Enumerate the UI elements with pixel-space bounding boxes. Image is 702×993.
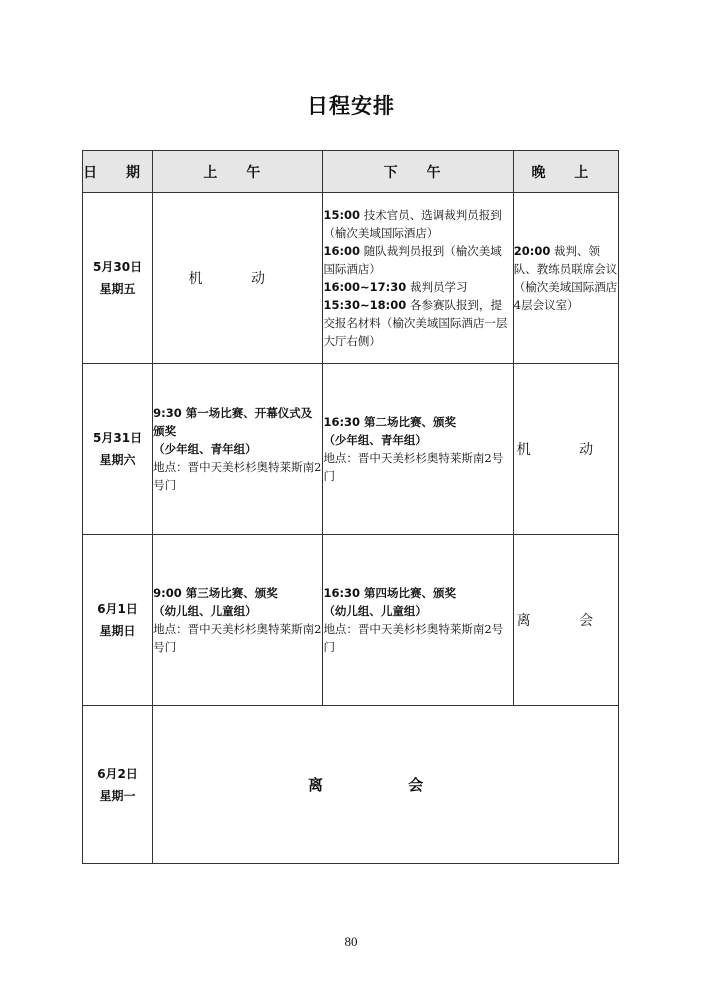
date-cell [83,706,153,864]
date-text: 6月1日 [97,602,138,616]
event-place: 地点：晋中天美杉杉奥特莱斯南2号门 [153,622,322,654]
event-place: 地点：晋中天美杉杉奥特莱斯南2号门 [153,460,322,492]
table-row [83,706,619,864]
am-cell [153,535,323,706]
header-pm: 下 午 [323,151,513,193]
eve-cell: 20:00 裁判、领队、教练员联席会议（榆次美域国际酒店4层会议室） [513,193,618,364]
event-group: （幼儿组、儿童组） [323,604,427,618]
am-cell: 机 动 [153,193,323,364]
event-title: 9:00 第三场比赛、颁奖 [153,586,278,600]
eve-cell: 机 动 [513,364,618,535]
pm-item: 16:00~17:30 裁判员学习 [323,280,468,294]
eve-cell: 离 会 [513,535,618,706]
date-cell [83,364,153,535]
pm-cell [323,193,513,364]
header-date: 日 期 [83,151,153,193]
pm-cell [323,364,513,535]
weekday-text: 星期一 [99,788,136,803]
event-group: （少年组、青年组） [153,442,257,456]
departure-cell: 离 会 [153,706,619,864]
header-eve: 晚 上 [513,151,618,193]
table-row [83,193,619,364]
table-row [83,364,619,535]
table-row [83,535,619,706]
event-group: （幼儿组、儿童组） [153,604,257,618]
event-title: 16:30 第二场比赛、颁奖 [323,415,457,429]
weekday-text: 星期日 [99,624,136,638]
date-text: 6月2日 [97,766,138,781]
page-number: 80 [344,934,358,949]
header-row [83,151,619,193]
schedule-table [82,150,619,864]
pm-item: 16:00 随队裁判员报到（榆次美域国际酒店） [323,244,502,276]
weekday-text: 星期六 [99,453,136,467]
event-place: 地点：晋中天美杉杉奥特莱斯南2号门 [323,622,504,654]
event-title: 9:30 第一场比赛、开幕仪式及颁奖 [153,406,313,438]
pm-cell [323,535,513,706]
event-group: （少年组、青年组） [323,433,427,447]
header-am: 上 午 [153,151,323,193]
date-text: 5月30日 [93,260,143,274]
weekday-text: 星期五 [99,282,136,296]
page-title: 日程安排 [307,94,395,118]
date-cell [83,535,153,706]
date-text: 5月31日 [93,431,143,445]
event-title: 16:30 第四场比赛、颁奖 [323,586,457,600]
pm-item: 15:30~18:00 各参赛队报到，提交报名材料（榆次美域国际酒店一层大厅右侧） [323,298,508,348]
pm-item: 15:00 技术官员、选调裁判员报到（榆次美域国际酒店） [323,208,502,240]
event-place: 地点：晋中天美杉杉奥特莱斯南2号门 [323,451,504,483]
date-cell [83,193,153,364]
am-cell [153,364,323,535]
